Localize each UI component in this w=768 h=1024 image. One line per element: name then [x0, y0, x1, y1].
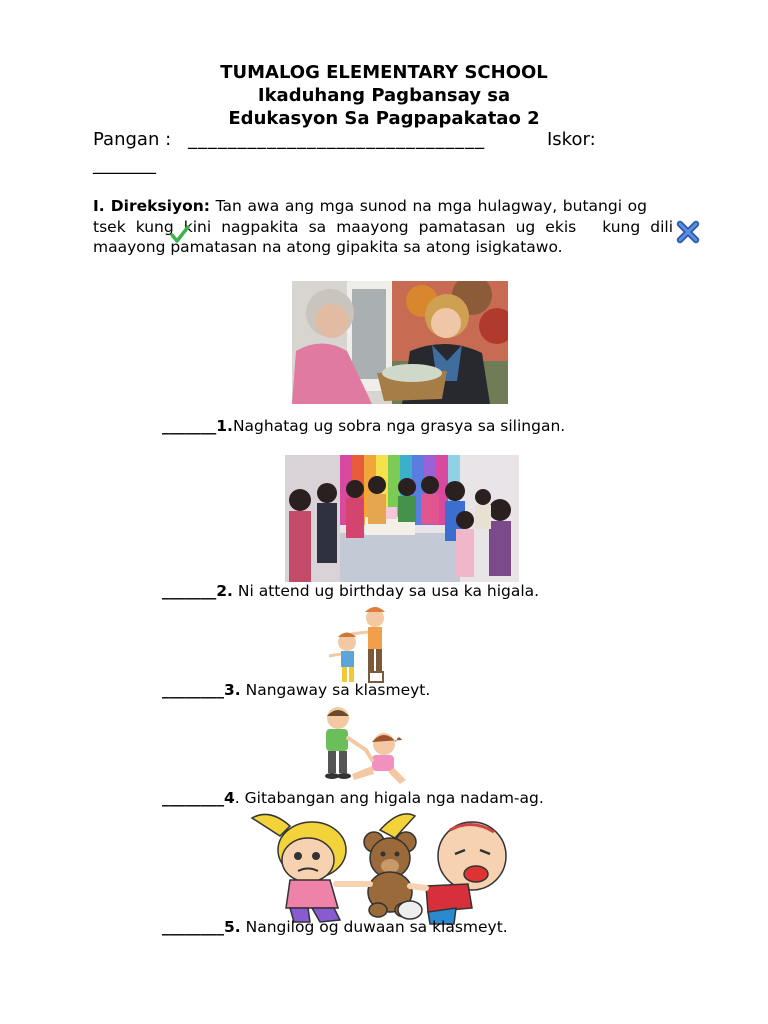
subject-title: Edukasyon Sa Pagpapakatao 2	[228, 108, 540, 129]
item-4-text: . Gitabangan ang higala nga nadam-ag.	[234, 789, 544, 807]
image-fighting-classmates	[323, 604, 399, 688]
item-2-number: 2.	[216, 582, 233, 600]
item-3-text: Nangaway sa klasmeyt.	[240, 681, 431, 699]
directions-heading: I. Direksiyon:	[93, 197, 210, 215]
item-2-text: Ni attend ug birthday sa usa ka higala.	[232, 582, 540, 600]
item-4-number: 4	[224, 789, 235, 807]
image-birthday-party	[285, 455, 519, 582]
item-3-blank: ________	[162, 681, 224, 699]
image-helping-friend	[308, 704, 408, 786]
item-1-number: 1.	[216, 417, 233, 435]
directions-part-2: tsek	[93, 217, 126, 236]
item-4	[162, 788, 544, 808]
item-3-number: 3.	[224, 681, 241, 699]
item-5-blank: ________	[162, 918, 224, 936]
item-2-blank: _______	[162, 582, 217, 600]
directions-part-3: kung kini nagpakita sa maayong pamatasan ug ekis	[135, 217, 577, 236]
item-5-text: Nangilog og duwaan sa klasmeyt.	[240, 918, 508, 936]
directions-part-4: kung dili maayong pamatasan na atong gipakita sa atong isigkatawo.	[93, 217, 674, 256]
exam-title: Ikaduhang Pagbansay sa	[257, 85, 511, 106]
item-2	[162, 581, 539, 601]
score-label: Iskor:	[547, 129, 596, 150]
name-label: Pangan :	[93, 129, 172, 150]
item-4-blank: ________	[162, 789, 224, 807]
name-line: ______________________________	[188, 129, 485, 150]
item-5-number: 5.	[224, 918, 241, 936]
school-name: TUMALOG ELEMENTARY SCHOOL	[220, 62, 548, 83]
item-1-text: Naghatag ug sobra nga grasya sa silingan.	[232, 417, 566, 435]
score-line: _______	[93, 154, 156, 175]
cross-mark-icon	[676, 220, 700, 244]
image-giving-food	[292, 281, 508, 404]
check-mark-icon	[169, 223, 191, 245]
item-1-blank: _______	[162, 417, 217, 435]
item-3	[162, 680, 430, 700]
item-5	[162, 917, 508, 937]
item-1	[162, 416, 565, 436]
image-grabbing-toy	[250, 808, 512, 926]
directions-part-1: Tan awa ang mga sunod na mga hulagway, butangi og	[215, 197, 647, 215]
